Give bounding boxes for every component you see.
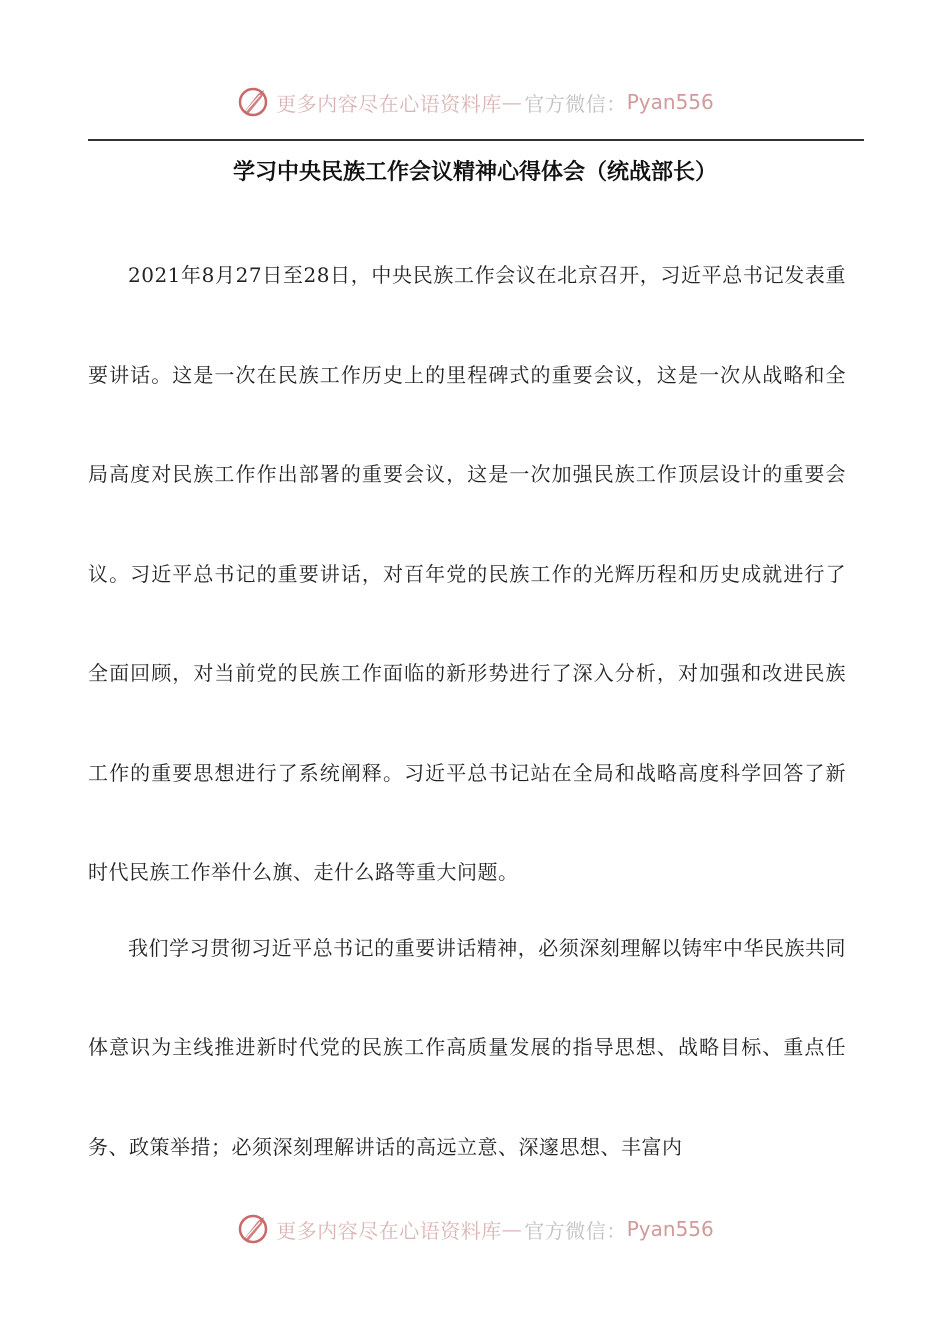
banner-separator: —	[501, 90, 523, 114]
document-body	[88, 226, 846, 1197]
pen-nib-logo-icon	[236, 1211, 272, 1247]
paragraph: 2021年8月27日至28日，中央民族工作会议在北京召开，习近平总书记发表重要讲话。这是一次在民族工作历史上的里程碑式的重要会议，这是一次从战略和全局高度对民族工作作出部署的重要会议，这是一次加强民族工作顶层设计的重要会议。习近平总书记的重要讲话，对百年党的民族工作的光辉历程和历史成就进行了全面回顾，对当前党的民族工作面临的新形势进行了深入分析，对加强和改进民族工作的重要思想进行了系统阐释。习近平总书记站在全局和战略高度科学回答了新时代民族工作举什么旗、走什么路等重大问题。	[88, 263, 846, 884]
footer-banner	[0, 1209, 950, 1249]
header-divider	[88, 139, 864, 141]
banner-label: 官方微信：	[524, 1218, 627, 1243]
pen-nib-logo-icon	[236, 84, 272, 120]
banner-label: 官方微信：	[524, 91, 627, 116]
banner-wechat-id: Pyan556	[626, 90, 714, 114]
header-banner	[0, 82, 950, 122]
banner-brand: 更多内容尽在心语资料库	[276, 1218, 502, 1243]
banner-brand: 更多内容尽在心语资料库	[276, 91, 502, 116]
document-title: 学习中央民族工作会议精神心得体会（统战部长）	[232, 160, 717, 185]
banner-separator: —	[501, 1217, 523, 1241]
paragraph: 我们学习贯彻习近平总书记的重要讲话精神，必须深刻理解以铸牢中华民族共同体意识为主线推进新时代党的民族工作高质量发展的指导思想、战略目标、重点任务、政策举措；必须深刻理解讲话的高远立意、深邃思想、丰富内	[88, 935, 846, 1159]
banner-wechat-id: Pyan556	[626, 1217, 714, 1241]
